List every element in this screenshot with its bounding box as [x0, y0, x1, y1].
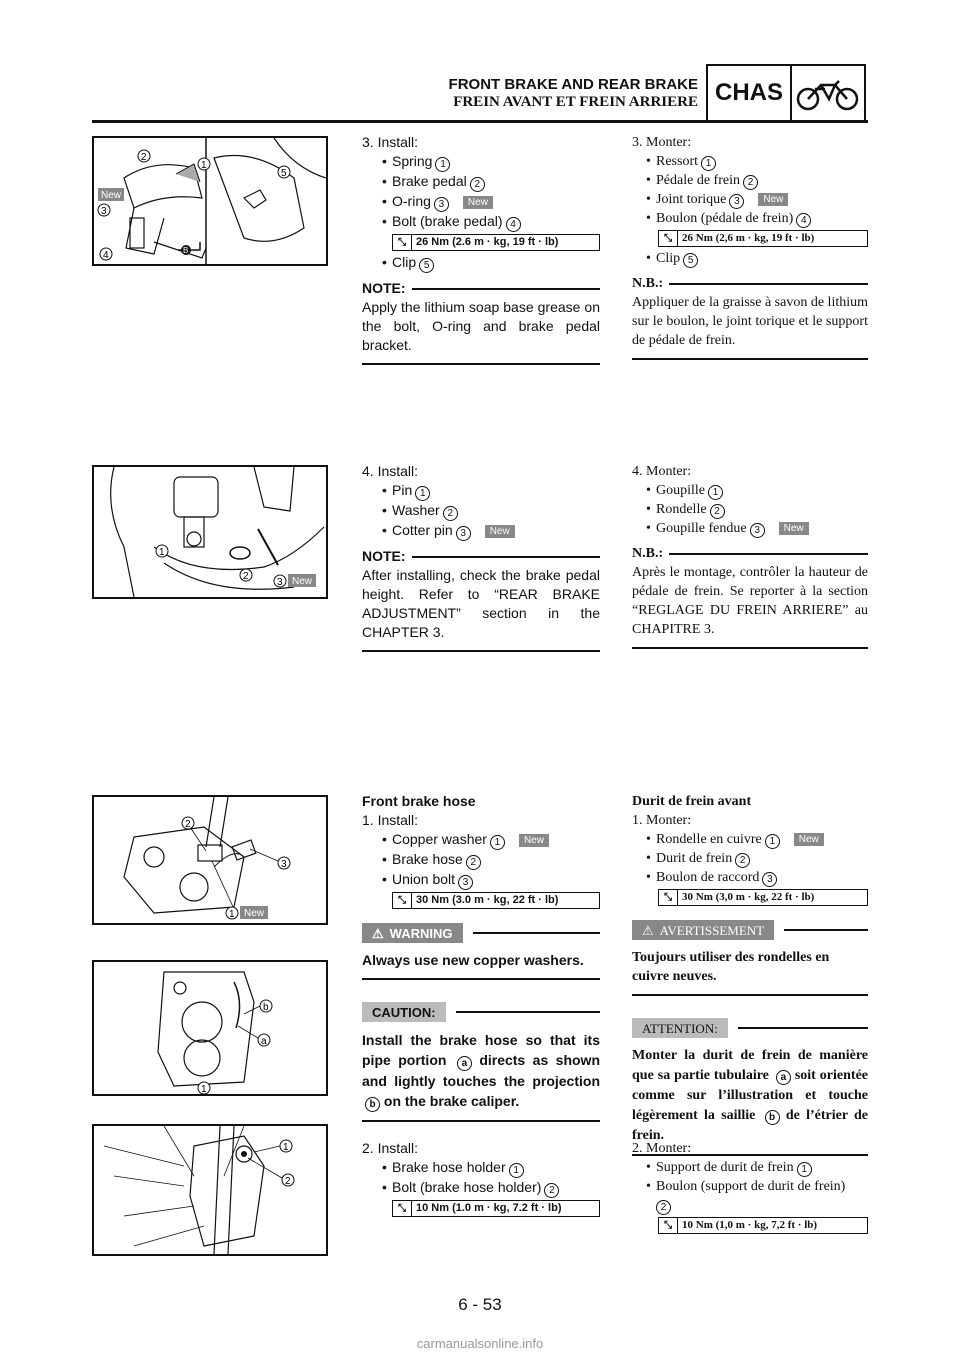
step2-fr-item-2-num: 2 [632, 1196, 868, 1215]
step4-en-note-heading: NOTE: [362, 547, 600, 566]
torque-wrench-icon: ⤡ [393, 893, 412, 908]
fig1-new-tag: New [101, 190, 122, 201]
step2-fr-torque: ⤡ 10 Nm (1,0 m · kg, 7,2 ft · lb) [658, 1217, 868, 1234]
step3-fr-item-5: • Clip 5 [632, 249, 868, 268]
step4-fr-note-heading: N.B.: [632, 544, 868, 563]
step2-fr [632, 1139, 868, 1234]
step3-fr-note-heading: N.B.: [632, 274, 868, 293]
new-tag: New [485, 525, 515, 538]
step3-en-item-5: • Clip 5 [362, 253, 600, 273]
step3-en-note-end [362, 363, 600, 365]
hose-en-warning-heading: ⚠ WARNING [362, 923, 600, 943]
torque-wrench-icon: ⤡ [659, 231, 678, 246]
step2-en-torque: ⤡ 10 Nm (1.0 m · kg, 7.2 ft · lb) [392, 1200, 600, 1217]
hose-fr-torque: ⤡ 30 Nm (3,0 m · kg, 22 ft · lb) [658, 889, 868, 906]
figure-union-bolt [92, 795, 328, 925]
step3-fr-item-1: • Ressort 1 [632, 152, 868, 171]
new-tag: New [463, 196, 493, 209]
step3-fr-note-end [632, 358, 868, 360]
hose-fr-warning-end [632, 994, 868, 996]
step3-en-item-1: • Spring 1 [362, 152, 600, 172]
new-tag: New [779, 522, 809, 535]
step3-en-note: Apply the lithium soap base grease on the bolt, O-ring and brake pedal bracket. [362, 299, 600, 353]
fig1-callout-5: 5 [281, 168, 287, 179]
fig1-callout-b: B [183, 246, 189, 255]
hose-fr [632, 792, 868, 1156]
step3-fr-note: Appliquer de la graisse à savon de lithium sur le boulon, le joint torique et le support de pédale de frein. [632, 295, 868, 348]
page-number: 6 - 53 [458, 1295, 502, 1314]
hose-fr-item-3: • Boulon de raccord 3 [632, 868, 868, 887]
step2-en-title: 2. Install: [362, 1140, 419, 1156]
fig3-callout-1: 1 [229, 909, 235, 920]
hose-fr-item-2: • Durit de frein 2 [632, 849, 868, 868]
hose-en-caution-heading: CAUTION: [362, 1002, 600, 1022]
step3-en-title: 3. Install: [362, 134, 419, 150]
fig1-callout-4: 4 [103, 250, 109, 261]
hose-en [362, 792, 600, 1122]
step2-en-item-1: • Brake hose holder 1 [362, 1158, 600, 1178]
hose-fr-title: 1. Monter: [632, 813, 692, 828]
torque-wrench-icon: ⤡ [659, 1218, 678, 1233]
step4-fr-title: 4. Monter: [632, 464, 692, 479]
step3-en-item-2: • Brake pedal 2 [362, 172, 600, 192]
fig2-callout-3: 3 [277, 577, 283, 588]
hose-fr-warning-heading: ⚠ AVERTISSEMENT [632, 920, 868, 940]
header-title-en: FRONT BRAKE AND REAR BRAKE [448, 76, 698, 93]
hose-fr-caution-heading: ATTENTION: [632, 1018, 868, 1038]
step2-fr-item-1: • Support de durit de frein 1 [632, 1158, 868, 1177]
step4-en-item-2: • Washer 2 [362, 501, 600, 521]
step4-en-title: 4. Install: [362, 463, 419, 479]
step4-en-item-3: • Cotter pin 3 New [362, 521, 600, 541]
figure-hose-holder [92, 1124, 328, 1256]
motorcycle-icon [792, 66, 864, 120]
hose-fr-caution: Monter la durit de frein de manière que sa partie tubulaire a soit orientée comme sur l’illustration et touche légèrement la saillie b de l’étrier de frein. [632, 1048, 868, 1143]
hose-fr-warning: Toujours utiliser des rondelles en cuivre neuves. [632, 950, 830, 984]
step4-en [362, 462, 600, 652]
warning-icon: ⚠ [642, 922, 654, 938]
step3-en-item-3: • O-ring 3 New [362, 192, 600, 212]
watermark: carmanualsonline.info [416, 1336, 544, 1351]
step4-fr-note: Après le montage, contrôler la hauteur de pédale de frein. Se reporter à la section “REGLAGE DU FREIN ARRIERE” au CHAPITRE 3. [632, 565, 868, 637]
hose-en-item-1: • Copper washer 1 New [362, 830, 600, 850]
fig5-callout-2: 2 [285, 1176, 291, 1187]
hose-en-torque: ⤡ 30 Nm (3.0 m · kg, 22 ft · lb) [392, 892, 600, 909]
fig1-callout-2: 2 [141, 152, 147, 163]
section-label: CHAS [708, 66, 792, 120]
step2-fr-item-2: • Boulon (support de durit de frein) [646, 1179, 846, 1194]
hose-en-item-2: • Brake hose 2 [362, 850, 600, 870]
header-title-fr: FREIN AVANT ET FREIN ARRIERE [453, 94, 698, 110]
hose-en-warning-end [362, 978, 600, 980]
fig2-new-tag: New [292, 576, 313, 587]
hose-en-heading: Front brake hose [362, 793, 476, 809]
new-tag: New [794, 833, 824, 846]
step3-fr-torque: ⤡ 26 Nm (2,6 m · kg, 19 ft · lb) [658, 230, 868, 247]
step4-en-note-end [362, 650, 600, 652]
section-badge [706, 64, 866, 122]
new-tag: New [758, 193, 788, 206]
hose-fr-heading: Durit de frein avant [632, 794, 752, 809]
fig2-callout-1: 1 [159, 547, 165, 558]
step3-en-note-heading: NOTE: [362, 279, 600, 298]
step3-fr-title: 3. Monter: [632, 135, 692, 150]
fig2-callout-2: 2 [243, 571, 249, 582]
step3-en [362, 133, 600, 365]
torque-wrench-icon: ⤡ [393, 235, 412, 250]
fig3-new-tag: New [244, 908, 265, 919]
step2-fr-title: 2. Monter: [632, 1141, 692, 1156]
warning-icon: ⚠ [372, 925, 384, 941]
fig5-callout-1: 1 [283, 1142, 289, 1153]
step4-fr-item-3: • Goupille fendue 3 New [632, 519, 868, 538]
hose-fr-item-1: • Rondelle en cuivre 1 New [632, 830, 868, 849]
step4-en-note: After installing, check the brake pedal height. Refer to “REAR BRAKE ADJUSTMENT” section in the CHAPTER 3. [362, 567, 600, 640]
figure-pin-cotter [92, 465, 328, 599]
hose-en-caution: Install the brake hose so that its pipe portion a directs as shown and lightly touches the projection b on the brake caliper. [362, 1032, 600, 1110]
new-tag: New [519, 834, 549, 847]
step4-fr [632, 462, 868, 649]
torque-wrench-icon: ⤡ [393, 1201, 412, 1216]
step3-fr-item-2: • Pédale de frein 2 [632, 171, 868, 190]
hose-en-title: 1. Install: [362, 812, 419, 828]
fig4-callout-a: a [261, 1036, 267, 1047]
step4-fr-item-2: • Rondelle 2 [632, 500, 868, 519]
hose-en-warning: Always use new copper washers. [362, 952, 584, 968]
fig1-callout-3: 3 [101, 206, 107, 217]
step3-fr-item-3: • Joint torique 3 New [632, 190, 868, 209]
step4-en-item-1: • Pin 1 [362, 481, 600, 501]
step4-fr-note-end [632, 647, 868, 649]
step2-en-item-2: • Bolt (brake hose holder) 2 [362, 1178, 600, 1198]
hose-en-item-3: • Union bolt 3 [362, 870, 600, 890]
hose-en-caution-end [362, 1120, 600, 1122]
torque-wrench-icon: ⤡ [659, 890, 678, 905]
step3-fr [632, 133, 868, 360]
figure-caliper [92, 960, 328, 1096]
step3-fr-item-4: • Boulon (pédale de frein) 4 [632, 209, 868, 228]
header-rule [92, 120, 868, 123]
fig4-callout-1: 1 [201, 1084, 207, 1094]
step3-en-torque: ⤡ 26 Nm (2.6 m · kg, 19 ft · lb) [392, 234, 600, 251]
step4-fr-item-1: • Goupille 1 [632, 481, 868, 500]
fig4-callout-b: b [263, 1002, 269, 1013]
step3-en-item-4: • Bolt (brake pedal) 4 [362, 212, 600, 232]
fig3-callout-3: 3 [281, 859, 287, 870]
step2-en [362, 1139, 600, 1217]
fig1-callout-1: 1 [201, 160, 207, 171]
fig3-callout-2: 2 [185, 819, 191, 830]
figure-brake-pedal [92, 136, 328, 266]
